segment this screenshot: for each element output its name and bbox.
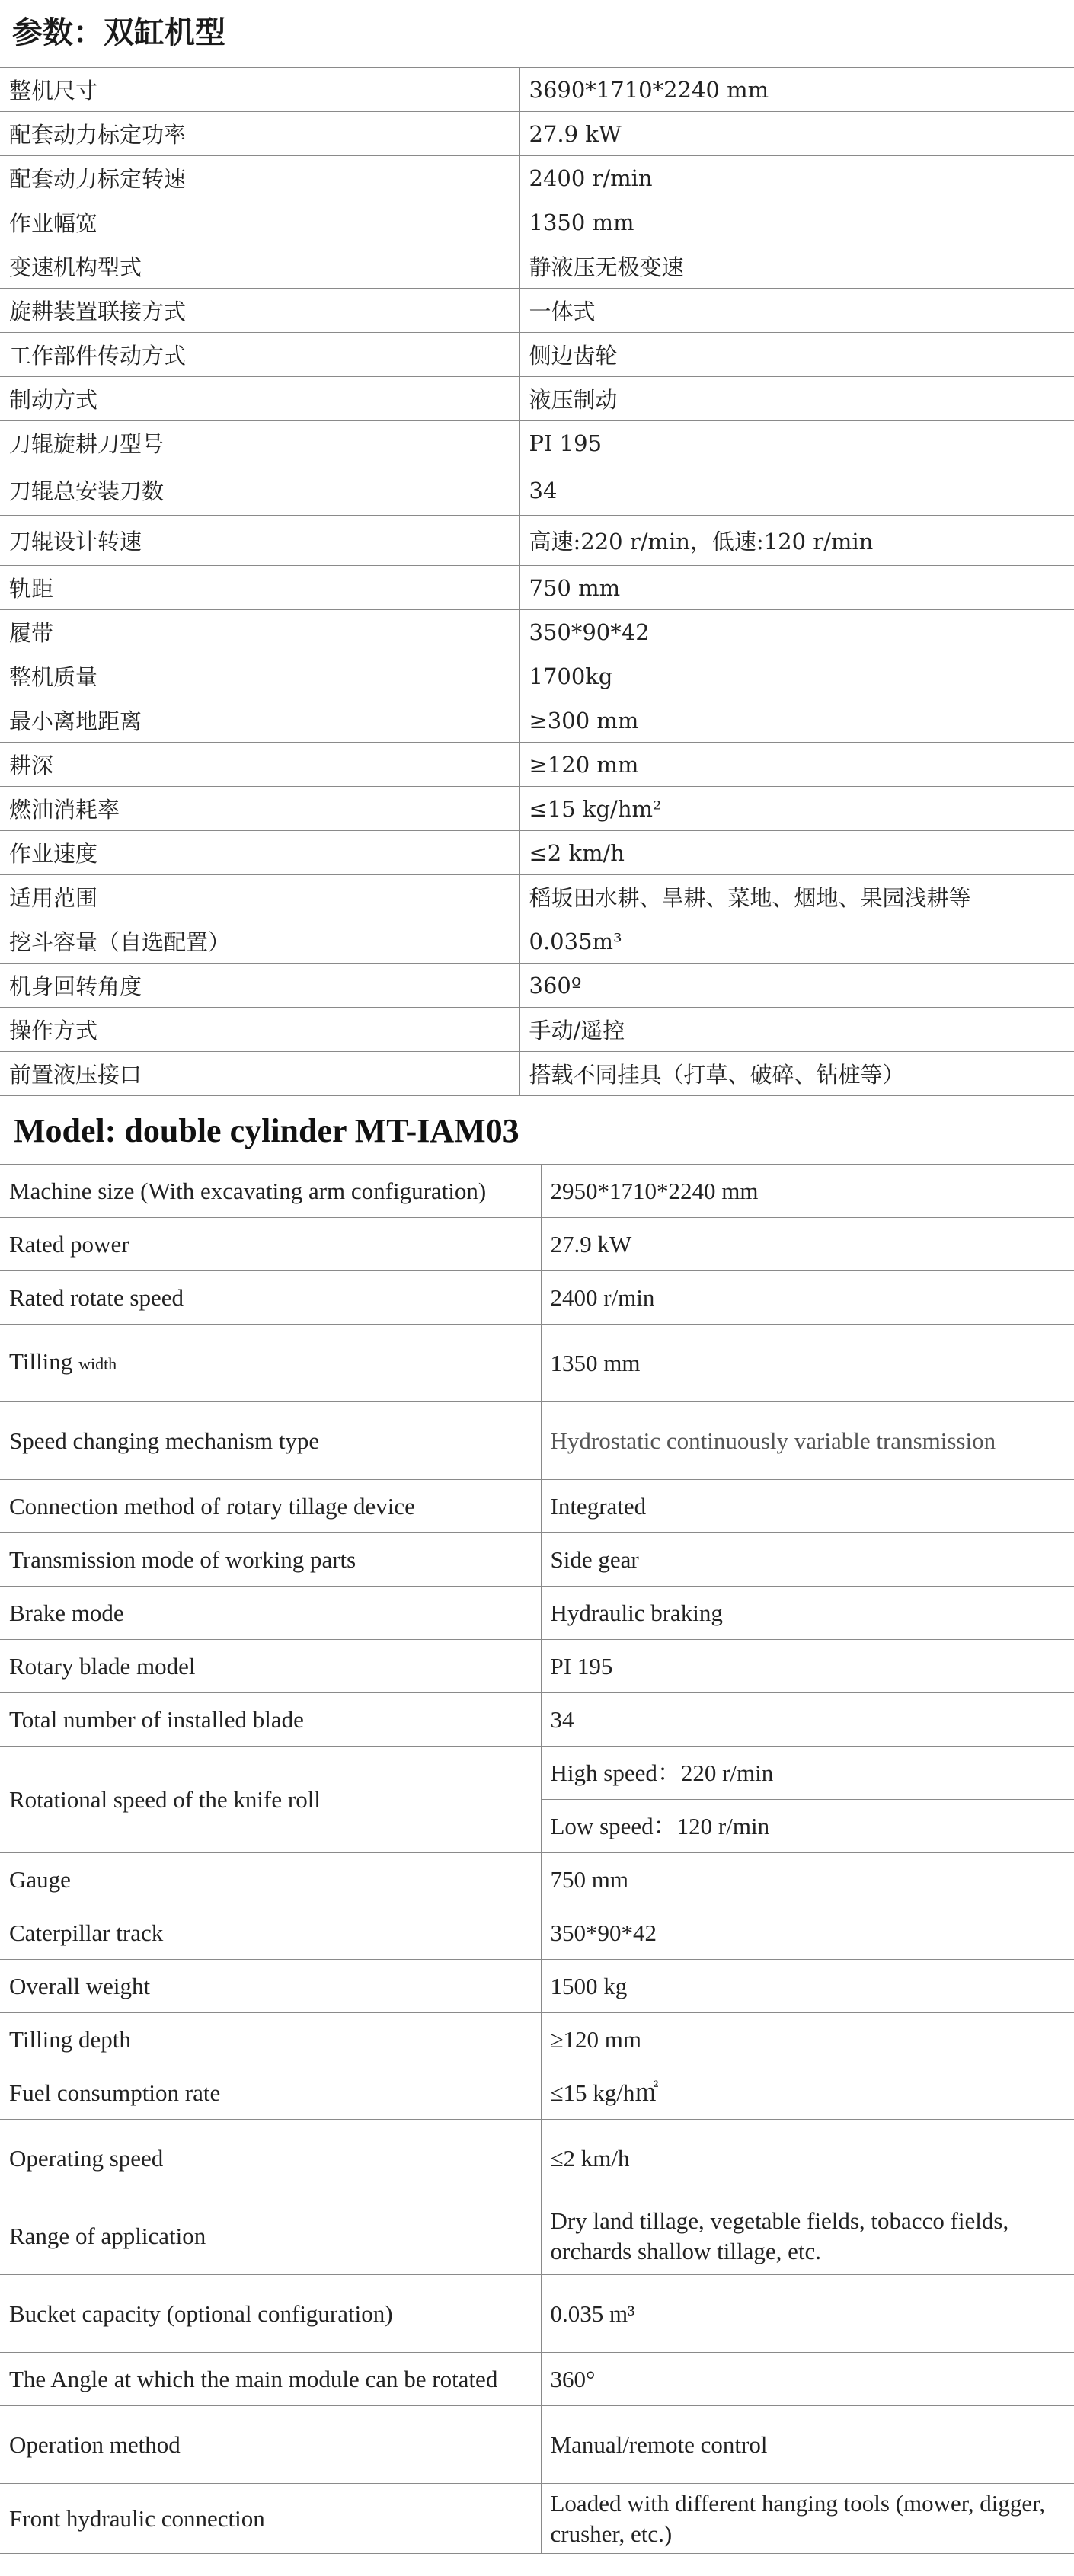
row-value: Dry land tillage, vegetable fields, tobacco fields, orchards shallow tillage, etc. <box>541 2197 1074 2275</box>
row-label: 作业速度 <box>0 831 519 875</box>
row-label: 旋耕装置联接方式 <box>0 289 519 333</box>
row-label-main: Tilling <box>9 1348 73 1375</box>
table-row <box>0 964 1074 1008</box>
row-label: Operation method <box>0 2406 541 2484</box>
row-label: Fuel consumption rate <box>0 2066 541 2120</box>
table-row <box>0 2275 1074 2353</box>
row-value: 1350 mm <box>541 1325 1074 1402</box>
row-value: 1350 mm <box>519 200 1074 244</box>
row-value: PI 195 <box>519 421 1074 465</box>
spec-table-en-body <box>0 1165 1074 2554</box>
row-value: ≤15 kg/hm² <box>519 787 1074 831</box>
table-row <box>0 333 1074 377</box>
table-row <box>0 1693 1074 1747</box>
row-value: 3690*1710*2240 mm <box>519 68 1074 112</box>
row-label: 刀辊总安装刀数 <box>0 465 519 516</box>
table-row <box>0 698 1074 743</box>
row-label: Caterpillar track <box>0 1906 541 1960</box>
row-value: 750 mm <box>541 1853 1074 1906</box>
row-label: Machine size (With excavating arm configuration) <box>0 1165 541 1218</box>
row-label: Transmission mode of working parts <box>0 1533 541 1587</box>
table-row <box>0 465 1074 516</box>
table-row <box>0 516 1074 566</box>
row-value: 350*90*42 <box>519 610 1074 654</box>
page-title-en: Model: double cylinder MT-IAM03 <box>14 1112 519 1149</box>
row-label: 操作方式 <box>0 1008 519 1052</box>
row-label: Rotary blade model <box>0 1640 541 1693</box>
table-row <box>0 831 1074 875</box>
table-row <box>0 743 1074 787</box>
row-label: Gauge <box>0 1853 541 1906</box>
table-row <box>0 1587 1074 1640</box>
row-value: 34 <box>541 1693 1074 1747</box>
row-value-low: Low speed：120 r/min <box>541 1800 1074 1853</box>
row-label: Brake mode <box>0 1587 541 1640</box>
row-value: 27.9 kW <box>541 1218 1074 1271</box>
table-row <box>0 1165 1074 1218</box>
table-row <box>0 421 1074 465</box>
table-row <box>0 2353 1074 2406</box>
table-row <box>0 2197 1074 2275</box>
page-title-cn: 参数：双缸机型 <box>12 15 225 50</box>
table-row <box>0 610 1074 654</box>
row-label: 配套动力标定转速 <box>0 156 519 200</box>
table-row <box>0 1402 1074 1480</box>
row-label: Overall weight <box>0 1960 541 2013</box>
row-label <box>0 1325 541 1402</box>
row-label: Connection method of rotary tillage device <box>0 1480 541 1533</box>
table-row <box>0 244 1074 289</box>
table-row <box>0 112 1074 156</box>
row-label-small: width <box>78 1354 117 1373</box>
row-label: 工作部件传动方式 <box>0 333 519 377</box>
row-label: Tilling depth <box>0 2013 541 2066</box>
row-label: Rated rotate speed <box>0 1271 541 1325</box>
table-row <box>0 1533 1074 1587</box>
table-row <box>0 200 1074 244</box>
row-value: Manual/remote control <box>541 2406 1074 2484</box>
table-row <box>0 2484 1074 2554</box>
table-row <box>0 1271 1074 1325</box>
table-row <box>0 2120 1074 2197</box>
row-label: 挖斗容量（自选配置） <box>0 919 519 964</box>
row-label: 机身回转角度 <box>0 964 519 1008</box>
row-value: Hydrostatic continuously variable transmission <box>541 1402 1074 1480</box>
row-value: Side gear <box>541 1533 1074 1587</box>
row-value: 2950*1710*2240 mm <box>541 1165 1074 1218</box>
row-label: 最小离地距离 <box>0 698 519 743</box>
table-row <box>0 1052 1074 1096</box>
row-value: 稻坂田水耕、旱耕、菜地、烟地、果园浅耕等 <box>519 875 1074 919</box>
row-label: Rated power <box>0 1218 541 1271</box>
row-value: 0.035 m³ <box>541 2275 1074 2353</box>
table-row <box>0 1640 1074 1693</box>
table-row <box>0 919 1074 964</box>
row-value: 750 mm <box>519 566 1074 610</box>
table-row <box>0 289 1074 333</box>
row-value: 2400 r/min <box>541 1271 1074 1325</box>
row-value: 2400 r/min <box>519 156 1074 200</box>
row-label: 燃油消耗率 <box>0 787 519 831</box>
row-value: ≥120 mm <box>519 743 1074 787</box>
row-label: 整机质量 <box>0 654 519 698</box>
row-value-high: High speed：220 r/min <box>541 1747 1074 1800</box>
row-value: ≥300 mm <box>519 698 1074 743</box>
row-label: 刀辊旋耕刀型号 <box>0 421 519 465</box>
row-label: 前置液压接口 <box>0 1052 519 1096</box>
row-value: 27.9 kW <box>519 112 1074 156</box>
table-row <box>0 2406 1074 2484</box>
row-value: 360º <box>519 964 1074 1008</box>
row-label: Total number of installed blade <box>0 1693 541 1747</box>
row-label: Range of application <box>0 2197 541 2275</box>
table-row <box>0 1325 1074 1402</box>
row-label: Front hydraulic connection <box>0 2484 541 2554</box>
table-row <box>0 1008 1074 1052</box>
table-row <box>0 1218 1074 1271</box>
row-label: Rotational speed of the knife roll <box>0 1747 541 1853</box>
table-row <box>0 377 1074 421</box>
row-value: 1500 kg <box>541 1960 1074 2013</box>
table-row <box>0 875 1074 919</box>
row-value: ≤2 km/h <box>541 2120 1074 2197</box>
row-label: 配套动力标定功率 <box>0 112 519 156</box>
row-value: 侧边齿轮 <box>519 333 1074 377</box>
row-value: PI 195 <box>541 1640 1074 1693</box>
table-row <box>0 156 1074 200</box>
row-label: 轨距 <box>0 566 519 610</box>
row-value: 高速:220 r/min，低速:120 r/min <box>519 516 1074 566</box>
row-value: 静液压无极变速 <box>519 244 1074 289</box>
row-label: 刀辊设计转速 <box>0 516 519 566</box>
row-label: 履带 <box>0 610 519 654</box>
table-row <box>0 1853 1074 1906</box>
table-row <box>0 1960 1074 2013</box>
row-label: 作业幅宽 <box>0 200 519 244</box>
row-value: 360° <box>541 2353 1074 2406</box>
table-row <box>0 787 1074 831</box>
table-row <box>0 2066 1074 2120</box>
table-row <box>0 1906 1074 1960</box>
row-value: Integrated <box>541 1480 1074 1533</box>
row-value: 手动/遥控 <box>519 1008 1074 1052</box>
row-label: 整机尺寸 <box>0 68 519 112</box>
row-value: ≤2 km/h <box>519 831 1074 875</box>
row-label: The Angle at which the main module can be rotated <box>0 2353 541 2406</box>
row-value: 搭载不同挂具（打草、破碎、钻桩等） <box>519 1052 1074 1096</box>
row-label: Bucket capacity (optional configuration) <box>0 2275 541 2353</box>
table-row <box>0 2013 1074 2066</box>
row-value: ≤15 kg/h㎡ <box>541 2066 1074 2120</box>
spec-table-cn <box>0 67 1074 1096</box>
table-row <box>0 566 1074 610</box>
row-label: Operating speed <box>0 2120 541 2197</box>
row-label: 适用范围 <box>0 875 519 919</box>
spec-table-en <box>0 1164 1074 2554</box>
table-row <box>0 654 1074 698</box>
table-row <box>0 1480 1074 1533</box>
row-value: 350*90*42 <box>541 1906 1074 1960</box>
row-label: 制动方式 <box>0 377 519 421</box>
row-value: Loaded with different hanging tools (mower, digger, crusher, etc.) <box>541 2484 1074 2554</box>
row-value: 一体式 <box>519 289 1074 333</box>
row-value: 1700kg <box>519 654 1074 698</box>
row-value: Hydraulic braking <box>541 1587 1074 1640</box>
row-value: 34 <box>519 465 1074 516</box>
table-row <box>0 1747 1074 1800</box>
row-label: 变速机构型式 <box>0 244 519 289</box>
row-label: Speed changing mechanism type <box>0 1402 541 1480</box>
spec-table-cn-body <box>0 68 1074 1096</box>
row-value: ≥120 mm <box>541 2013 1074 2066</box>
row-label: 耕深 <box>0 743 519 787</box>
row-value: 液压制动 <box>519 377 1074 421</box>
row-value: 0.035m³ <box>519 919 1074 964</box>
table-row <box>0 68 1074 112</box>
